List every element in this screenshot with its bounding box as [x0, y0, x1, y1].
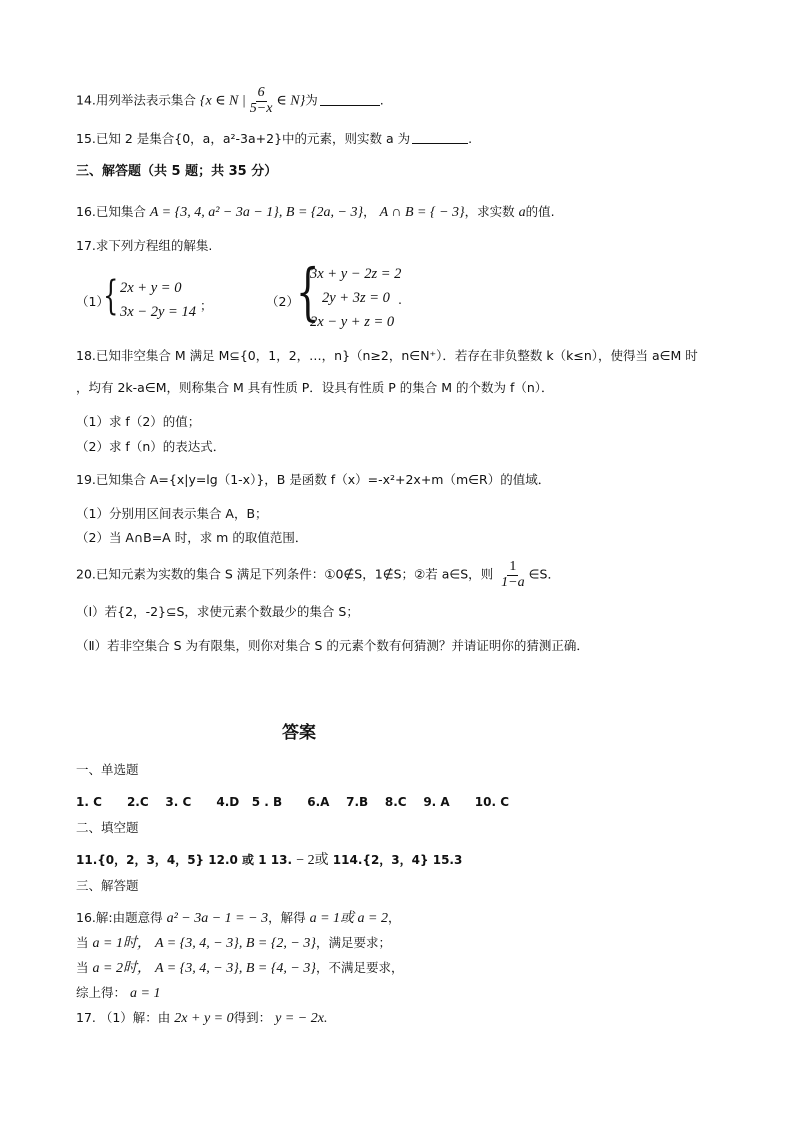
q17-p1-eq1: 2x + y = 0 [120, 280, 182, 296]
q17-p2-eq3: 2x − y + z = 0 [310, 314, 395, 330]
s16-c: ，解得 [268, 910, 306, 925]
s16-l2a: 当 [76, 935, 89, 950]
s17-c: 得到： [233, 1010, 272, 1025]
q17-system-1 [76, 274, 236, 330]
question-14 [76, 86, 384, 116]
q20-sub-2: （Ⅱ）若非空集合 S 为有限集，则你对集合 S 的元素个数有何猜测？并请证明你的猜测正确． [76, 638, 589, 653]
s17-b: 2x + y = 0 [174, 1011, 234, 1026]
q17-p1-equations [120, 276, 196, 324]
q14-answer-blank[interactable] [320, 93, 380, 106]
s16-a: 16.解:由题意得 [76, 910, 163, 925]
answer-16-line-4 [76, 985, 160, 1003]
s16-l3c: A = {3, 4, − 3}, B = {4, − 3} [154, 961, 316, 976]
s16-l2d: ，满足要求； [315, 935, 391, 950]
q16-var: a [518, 205, 526, 220]
q18-sub-2: （2）求 f（n）的表达式． [76, 439, 226, 454]
q20-suffix: ∈S． [528, 566, 560, 582]
q17-p1-end: ； [200, 298, 213, 313]
q20-prefix: 20.已知元素为实数的集合 S 满足下列条件：①0∉S，1∉S；②若 a∈S，则 [76, 566, 494, 582]
q17-p2-end: . [398, 292, 402, 307]
s16-l4b: a = 1 [130, 986, 161, 1001]
q16-math-sets: A = {3, 4, a² − 3a − 1}, B = {2a, − 3} [149, 205, 364, 220]
q20-frac-num: 1 [509, 559, 517, 574]
q16-suffix: ，求实数 [464, 204, 515, 219]
q15-end: . [468, 131, 473, 146]
q18-sub-1: （1）求 f（2）的值； [76, 414, 201, 429]
q18-line-1: 18.已知非空集合 M 满足 M⊆{0，1，2，…，n}（n≥2，n∈N⁺）．若存在非负整数 k（k≤n），使得当 a∈M 时 [76, 348, 698, 363]
answer-section-2: 二、填空题 [76, 820, 139, 835]
q16-end: 的值. [525, 204, 555, 219]
q14-fraction [248, 86, 275, 116]
q14-suffix: 为 [305, 92, 318, 108]
s16-l4a: 综上得： [76, 985, 127, 1000]
q14-frac-den: 5−x [249, 100, 273, 116]
q17-p2-equations [310, 262, 401, 334]
answer-16-line-3 [76, 960, 404, 978]
q16-math-intersection: A ∩ B = { − 3} [379, 205, 465, 220]
answer-16-line-2 [76, 935, 391, 953]
q14-prefix: 14.用列举法表示集合 [76, 92, 196, 108]
q20-fraction [499, 560, 526, 590]
q19-sub-2: （2）当 A∩B=A 时，求 m 的取值范围． [76, 530, 308, 545]
q14-set-left: {x ∈ N | [199, 93, 246, 109]
s16-e: ， [387, 910, 401, 925]
answer-section-1: 一、单选题 [76, 762, 139, 777]
answer-16-line-1 [76, 910, 401, 928]
q15-answer-blank[interactable] [412, 131, 468, 144]
question-20 [76, 560, 560, 590]
s16-l2b: a = 1时， [92, 936, 151, 951]
question-15 [76, 131, 472, 146]
answer-section-3: 三、解答题 [76, 878, 139, 893]
q16-mid: ， [363, 204, 376, 219]
s16-l3d: ，不满足要求， [315, 960, 404, 975]
q19-sub-1: （1）分别用区间表示集合 A，B； [76, 506, 268, 521]
q15-text: 15.已知 2 是集合{0，a，a²-3a+2}中的元素，则实数 a 为 [76, 131, 411, 146]
answer-fill-b: − 2或 [296, 853, 329, 868]
answer-fill-c: 114.{2，3，4} 15.3 [328, 853, 463, 867]
s17-d: y = − 2x. [275, 1011, 328, 1026]
answer-choices: 1. C 2.C 3. C 4.D 5 . B 6.A 7.B 8.C 9. A 10. C [76, 795, 510, 809]
q14-end: . [379, 92, 384, 108]
q17-p2-eq1: 3x + y − 2z = 2 [310, 266, 402, 282]
q20-sub-1: （Ⅰ）若{2，-2}⊆S，求使元素个数最少的集合 S； [76, 604, 359, 619]
q17-p2-label: （2） [266, 294, 299, 309]
q17-title: 17.求下列方程组的解集. [76, 238, 213, 253]
s16-l2c: A = {3, 4, − 3}, B = {2, − 3} [154, 936, 316, 951]
q17-p1-eq2: 3x − 2y = 14 [120, 304, 196, 320]
q19-line-1: 19.已知集合 A={x|y=lg（1-x）}，B 是函数 f（x）=-x²+2x+m（m∈R）的值域． [76, 472, 551, 487]
q17-system-2 [266, 255, 426, 338]
answer-fill-a: 11.{0，2，3，4，5} 12.0 或 1 13. [76, 853, 293, 867]
answer-17-line-1 [76, 1010, 327, 1028]
q14-set-right: ∈ N} [276, 93, 306, 109]
question-16 [76, 204, 555, 222]
s16-d: a = 1或 a = 2 [309, 911, 388, 926]
s16-l3b: a = 2时， [92, 961, 151, 976]
section-3-heading: 三、解答题（共 5 题；共 35 分） [76, 164, 278, 179]
q17-p1-brace: { [103, 273, 119, 319]
q17-p2-brace: { [295, 255, 320, 328]
s16-l3a: 当 [76, 960, 89, 975]
s16-b: a² − 3a − 1 = − 3 [166, 911, 269, 926]
q14-frac-num: 6 [257, 85, 265, 100]
answer-fill-blanks [76, 853, 462, 870]
q17-p1-label: （1） [76, 294, 109, 309]
answer-title: 答案 [282, 723, 316, 743]
q17-p2-eq2: 2y + 3z = 0 [322, 290, 390, 306]
q20-frac-den: 1−a [501, 574, 525, 590]
s17-a: 17. （1）解：由 [76, 1010, 171, 1025]
q16-prefix: 16.已知集合 [76, 204, 146, 219]
q18-line-2: ，均有 2k-a∈M，则称集合 M 具有性质 P．设具有性质 P 的集合 M 的个数为 f（n）． [76, 380, 554, 395]
